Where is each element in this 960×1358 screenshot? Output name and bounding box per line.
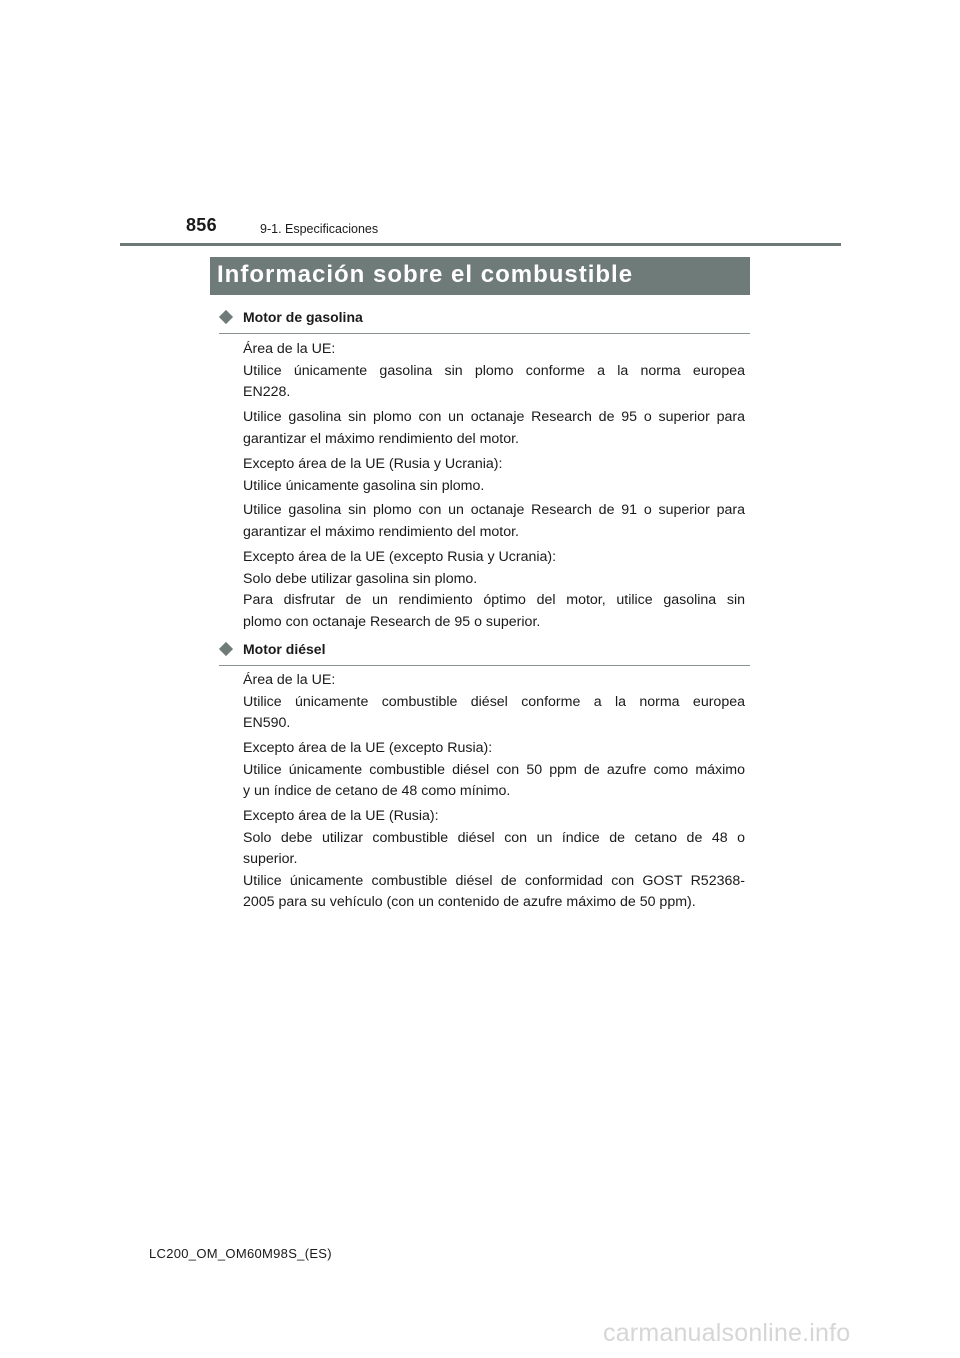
text-line: Para disfrutar de un rendimiento óptimo del motor, utilice gasolina sin (243, 592, 745, 608)
diamond-bullet-icon (219, 642, 233, 656)
paragraph (243, 500, 745, 543)
header-rule (120, 243, 841, 246)
text-line: Área de la UE: (243, 341, 336, 357)
diamond-bullet-icon (219, 310, 233, 324)
subhead-gasoline (219, 309, 750, 334)
text-line: plomo con octanaje Research de 95 o superior. (243, 613, 541, 630)
text-line: Utilice únicamente combustible diésel con 50 ppm de azufre como máximo (243, 761, 745, 778)
text-line: EN590. (243, 715, 291, 731)
text-line: Excepto área de la UE (excepto Rusia): (243, 740, 493, 756)
paragraph (243, 738, 745, 803)
text-line: Utilice únicamente gasolina sin plomo conforme a la norma europea (243, 362, 745, 379)
text-line: y un índice de cetano de 48 como mínimo. (243, 783, 511, 799)
text-line: Excepto área de la UE (Rusia): (243, 808, 439, 824)
text-line: garantizar el máximo rendimiento del motor. (243, 430, 519, 447)
text-line: Área de la UE: (243, 672, 336, 688)
footer-doc-code: LC200_OM_OM60M98S_(ES) (149, 1246, 332, 1261)
paragraph (243, 407, 745, 450)
text-line: 2005 para su vehículo (con un contenido de azufre máximo de 50 ppm). (243, 894, 696, 910)
text-line: Solo debe utilizar gasolina sin plomo. (243, 570, 478, 587)
text-line: Utilice únicamente combustible diésel conforme a la norma europea (243, 693, 745, 710)
text-line: garantizar el máximo rendimiento del motor. (243, 523, 519, 540)
title-band (210, 257, 750, 295)
text-line: Excepto área de la UE (Rusia y Ucrania): (243, 456, 503, 472)
paragraph (243, 547, 745, 633)
page-number: 856 (186, 215, 217, 235)
subhead-diesel (219, 641, 750, 666)
text-line: Excepto área de la UE (excepto Rusia y Ucrania): (243, 549, 557, 565)
watermark: carmanualsonline.info (603, 1319, 851, 1347)
text-line: EN228. (243, 384, 291, 400)
text-line: Utilice únicamente gasolina sin plomo. (243, 477, 485, 494)
text-line: superior. (243, 851, 298, 867)
text-line: Utilice gasolina sin plomo con un octanaje Research de 91 o superior para (243, 502, 745, 518)
section-label: 9-1. Especificaciones (260, 222, 379, 236)
text-line: Utilice gasolina sin plomo con un octanaje Research de 95 o superior para (243, 409, 745, 425)
paragraph (243, 806, 745, 914)
paragraph (243, 339, 745, 404)
subhead-label: Motor de gasolina (243, 309, 363, 325)
paragraph (243, 670, 745, 735)
text-line: Solo debe utilizar combustible diésel con un índice de cetano de 48 o (243, 829, 745, 846)
paragraph (243, 454, 745, 497)
page-title: Información sobre el combustible (217, 261, 634, 288)
text-line: Utilice únicamente combustible diésel de conformidad con GOST R52368- (243, 872, 745, 889)
subhead-label: Motor diésel (243, 641, 326, 657)
